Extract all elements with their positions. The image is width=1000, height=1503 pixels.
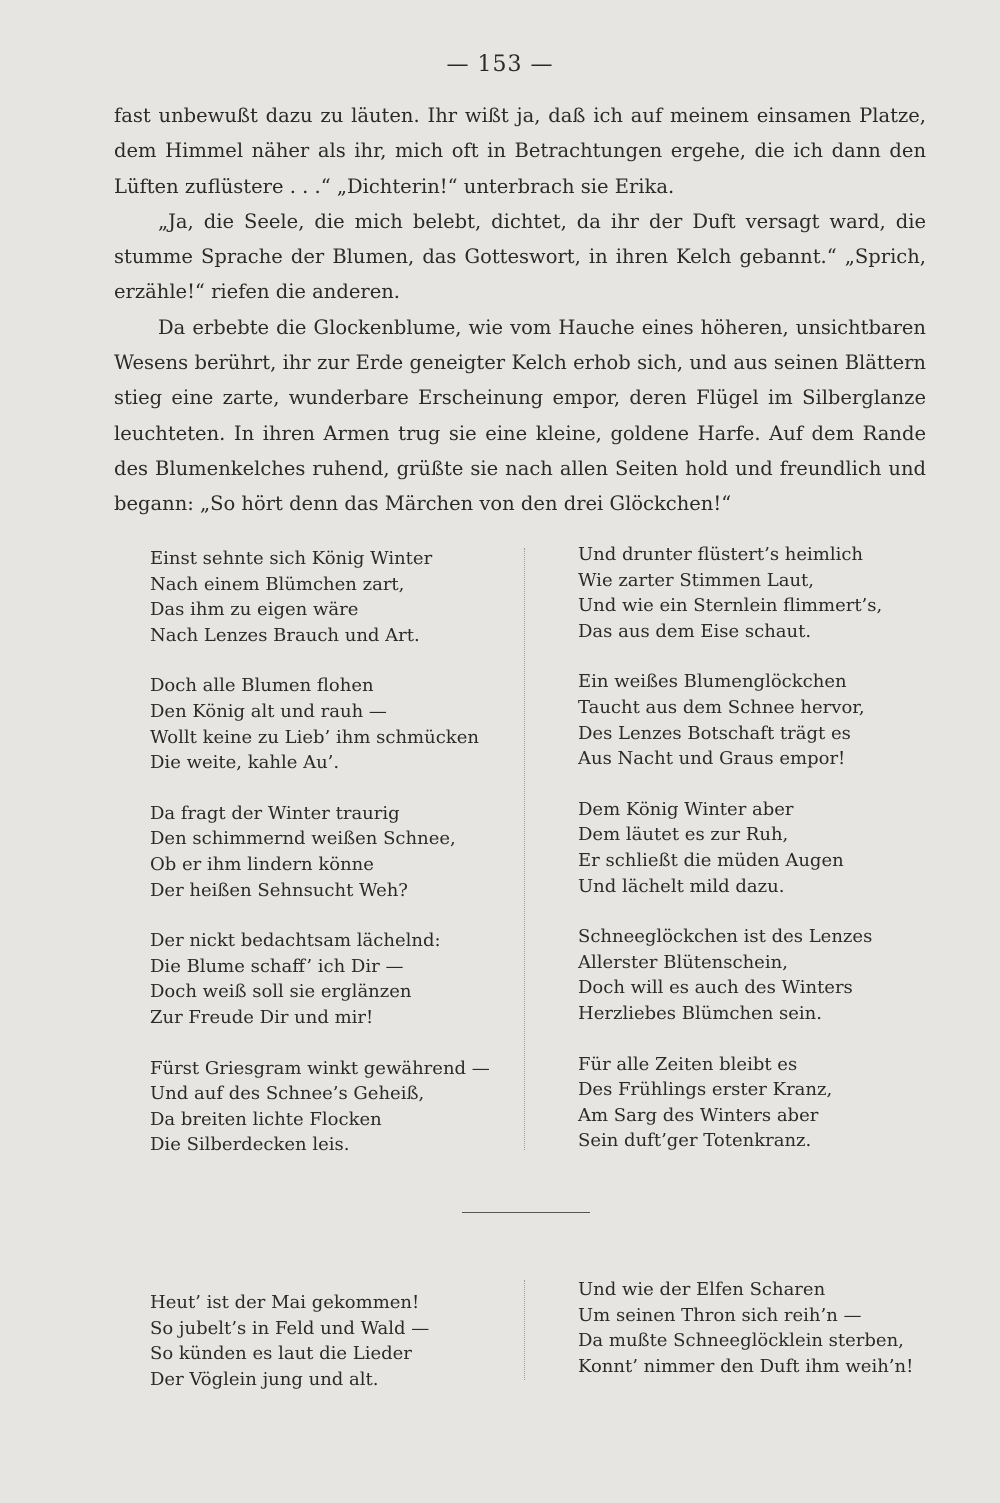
verse-line: Doch alle Blumen flohen bbox=[150, 675, 374, 697]
page-number: — 153 — bbox=[446, 52, 554, 77]
verse-line: Aus Nacht und Graus empor! bbox=[578, 748, 846, 770]
verse-line: Des Frühlings erster Kranz, bbox=[578, 1079, 833, 1101]
text-line: stieg eine zarte, wunderbare Erscheinung empor, deren Flügel im Silberglanze bbox=[114, 386, 926, 410]
verse-line: Und wie ein Sternlein flimmert’s, bbox=[578, 595, 883, 617]
verse-line: Der Vöglein jung und alt. bbox=[150, 1368, 379, 1390]
column-divider bbox=[524, 548, 525, 1150]
text-line: des Blumenkelches ruhend, grüßte sie nach allen Seiten hold und freundlich und bbox=[114, 456, 926, 480]
verse-line: Doch will es auch des Winters bbox=[578, 977, 853, 999]
verse-line: Sein duft’ger Totenkranz. bbox=[578, 1130, 812, 1152]
verse-line: Er schließt die müden Augen bbox=[578, 849, 844, 871]
verse-line: Den schimmernd weißen Schnee, bbox=[150, 828, 456, 850]
verse-line: Da mußte Schneeglöcklein sterben, bbox=[578, 1330, 904, 1352]
verse-line: Das ihm zu eigen wäre bbox=[150, 599, 359, 621]
text-line: begann: „So hört denn das Märchen von den drei Glöckchen!“ bbox=[114, 492, 732, 516]
verse-line: Die Blume schaff’ ich Dir — bbox=[150, 955, 404, 977]
text-line: fast unbewußt dazu zu läuten. Ihr wißt ja, daß ich auf meinem einsamen Platze, bbox=[114, 104, 926, 127]
verse-line: Die Silberdecken leis. bbox=[150, 1134, 350, 1156]
verse-line: Einst sehnte sich König Winter bbox=[150, 548, 433, 569]
verse-line: Für alle Zeiten bleibt es bbox=[578, 1053, 798, 1075]
verse-line: Da fragt der Winter traurig bbox=[150, 802, 400, 824]
poem2-right-column bbox=[578, 1277, 913, 1379]
verse-line: Nach Lenzes Brauch und Art. bbox=[150, 624, 420, 646]
poem-left-column bbox=[150, 546, 490, 1158]
text-line: dem Himmel näher als ihr, mich oft in Betrachtungen ergehe, die ich dann den bbox=[114, 139, 926, 163]
verse-line: So jubelt’s in Feld und Wald — bbox=[150, 1317, 430, 1339]
verse-line: Ob er ihm lindern könne bbox=[150, 853, 374, 875]
verse-line: Doch weiß soll sie erglänzen bbox=[150, 981, 412, 1003]
prose-text bbox=[114, 98, 926, 522]
text-line: Da erbebte die Glockenblume, wie vom Hauche eines höheren, unsichtbaren bbox=[158, 315, 926, 339]
verse-line: Nach einem Blümchen zart, bbox=[150, 573, 405, 595]
verse-line: Um seinen Thron sich reih’n — bbox=[578, 1304, 862, 1326]
verse-line: Des Lenzes Botschaft trägt es bbox=[578, 722, 851, 744]
verse-line: Den König alt und rauh — bbox=[150, 700, 387, 722]
verse-line: Der nickt bedachtsam lächelnd: bbox=[150, 930, 441, 952]
text-line: leuchteten. In ihren Armen trug sie eine kleine, goldene Harfe. Auf dem Rande bbox=[114, 421, 926, 445]
verse-line: Die weite, kahle Au’. bbox=[150, 752, 340, 774]
stanza bbox=[578, 1277, 913, 1379]
verse-line: Und wie der Elfen Scharen bbox=[578, 1279, 826, 1300]
stanza bbox=[150, 801, 490, 903]
text-line: Wesens berührt, ihr zur Erde geneigter Kelch erhob sich, und aus seinen Blättern bbox=[114, 351, 926, 375]
verse-line: Allerster Blütenschein, bbox=[578, 951, 788, 973]
paragraph bbox=[114, 310, 926, 522]
text-line: erzähle!“ riefen die anderen. bbox=[114, 280, 400, 304]
text-line: Lüften zuflüstere . . .“ „Dichterin!“ unterbrach sie Erika. bbox=[114, 174, 675, 198]
verse-line: Fürst Griesgram winkt gewährend — bbox=[150, 1057, 490, 1079]
verse-line: Ein weißes Blumenglöckchen bbox=[578, 671, 847, 693]
verse-line: Und lächelt mild dazu. bbox=[578, 875, 785, 897]
stanza bbox=[150, 1290, 429, 1392]
verse-line: Und drunter flüstert’s heimlich bbox=[578, 544, 864, 565]
verse-line: So künden es laut die Lieder bbox=[150, 1343, 412, 1365]
column-divider-2 bbox=[524, 1280, 525, 1380]
verse-line: Taucht aus dem Schnee hervor, bbox=[578, 696, 865, 718]
verse-line: Heut’ ist der Mai gekommen! bbox=[150, 1292, 420, 1313]
stanza bbox=[150, 546, 490, 648]
stanza bbox=[150, 1056, 490, 1158]
stanza bbox=[578, 1052, 882, 1154]
stanza bbox=[150, 673, 490, 775]
verse-line: Dem König Winter aber bbox=[578, 798, 794, 820]
stanza bbox=[578, 669, 882, 771]
text-line: „Ja, die Seele, die mich belebt, dichtet, da ihr der Duft versagt ward, die bbox=[158, 209, 926, 233]
verse-line: Schneeglöckchen ist des Lenzes bbox=[578, 926, 873, 948]
poem-right-column bbox=[578, 542, 882, 1154]
verse-line: Der heißen Sehnsucht Weh? bbox=[150, 879, 408, 901]
verse-line: Konnt’ nimmer den Duft ihm weih’n! bbox=[578, 1355, 914, 1377]
paragraph bbox=[114, 98, 926, 204]
text-line: stumme Sprache der Blumen, das Gotteswort, in ihren Kelch gebannt.“ „Sprich, bbox=[114, 245, 926, 269]
verse-line: Das aus dem Eise schaut. bbox=[578, 620, 812, 642]
verse-line: Dem läutet es zur Ruh, bbox=[578, 824, 789, 846]
verse-line: Wie zarter Stimmen Laut, bbox=[578, 569, 815, 591]
verse-line: Zur Freude Dir und mir! bbox=[150, 1006, 374, 1028]
verse-line: Am Sarg des Winters aber bbox=[578, 1104, 819, 1126]
paragraph bbox=[114, 204, 926, 310]
stanza bbox=[578, 542, 882, 644]
verse-line: Herzliebes Blümchen sein. bbox=[578, 1002, 822, 1024]
verse-line: Da breiten lichte Flocken bbox=[150, 1108, 382, 1130]
section-rule bbox=[462, 1212, 590, 1213]
verse-line: Und auf des Schnee’s Geheiß, bbox=[150, 1083, 425, 1105]
stanza bbox=[578, 797, 882, 899]
verse-line: Wollt keine zu Lieb’ ihm schmücken bbox=[150, 726, 479, 748]
poem2-left-column bbox=[150, 1290, 429, 1392]
stanza bbox=[150, 928, 490, 1030]
stanza bbox=[578, 924, 882, 1026]
